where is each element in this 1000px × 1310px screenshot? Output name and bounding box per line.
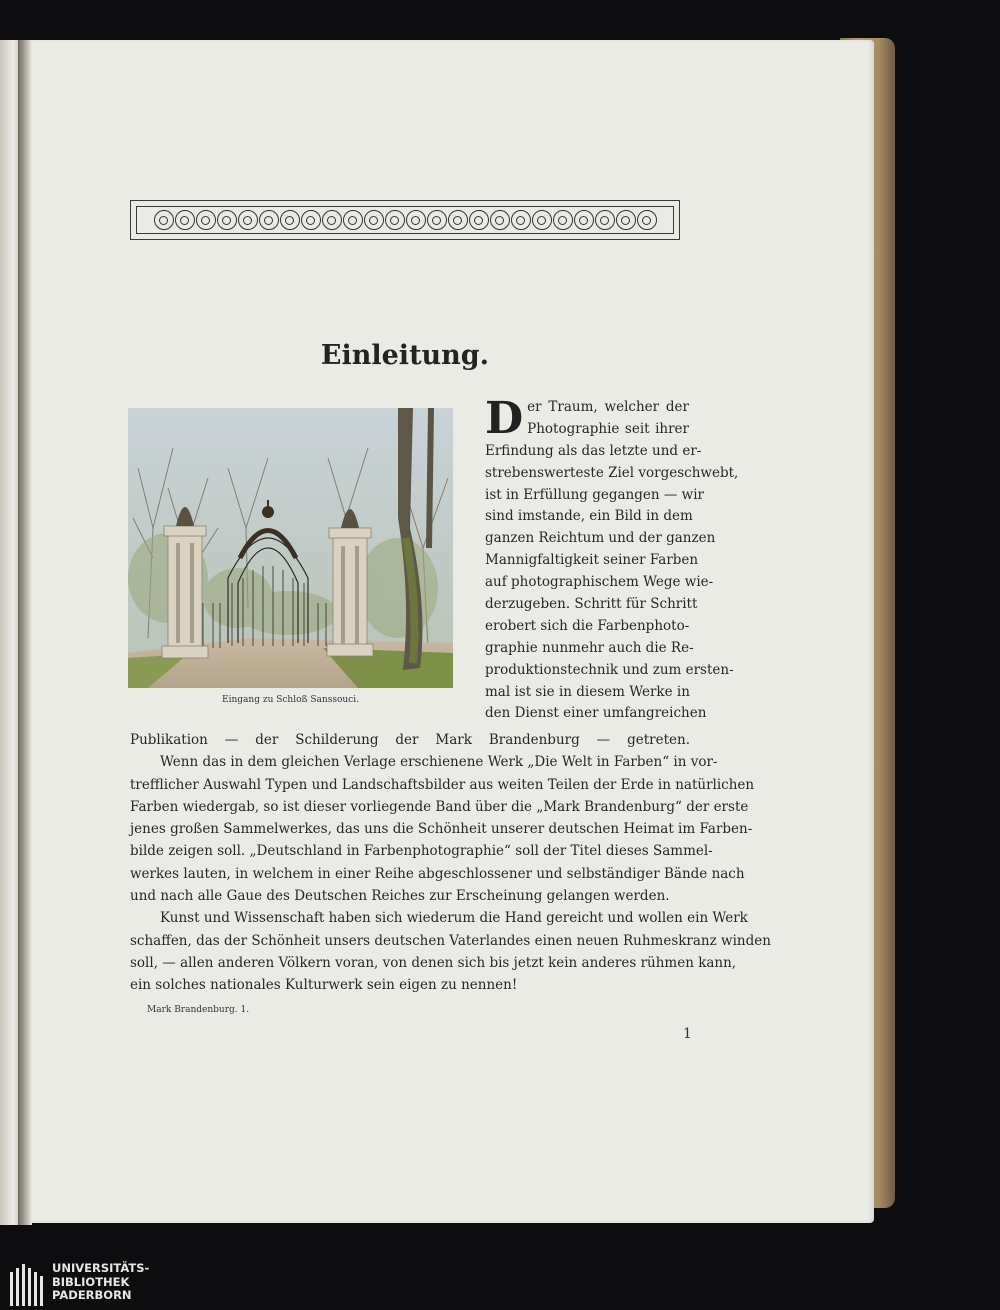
- ornament-ring: [574, 210, 594, 230]
- ornament-ring: [322, 210, 342, 230]
- ornament-ring: [385, 210, 405, 230]
- library-name-line: BIBLIOTHEK: [52, 1274, 130, 1289]
- library-footer-bar: [0, 1260, 1000, 1310]
- ornament-ring: [238, 210, 258, 230]
- ornament-ring: [532, 210, 552, 230]
- body-line: trefflicher Auswahl Typen und Landschaftsbilder aus weiten Teilen der Erde in natürlichen: [130, 776, 755, 793]
- ornament-ring: [553, 210, 573, 230]
- column-line: sind imstande, ein Bild in dem: [485, 508, 693, 525]
- column-line: er Traum, welcher der: [527, 399, 689, 415]
- ornament-ring: [427, 210, 447, 230]
- column-line: auf photographischem Wege wie-: [485, 574, 714, 591]
- body-line: und nach alle Gaue des Deutschen Reiches zur Erscheinung gelangen werden.: [130, 888, 670, 905]
- ornament-ring: [448, 210, 468, 230]
- column-line: Mannigfaltigkeit seiner Farben: [485, 552, 699, 569]
- body-line: Farben wiedergab, so ist dieser vorliegende Band über die „Mark Brandenburg“ der erste: [130, 798, 749, 815]
- gate-photo-illustration: [128, 408, 453, 688]
- body-line: Kunst und Wissenschaft haben sich wiederum die Hand gereicht und wollen ein Werk: [160, 910, 748, 927]
- page-heading: Einleitung.: [320, 340, 490, 371]
- ornament-ring: [259, 210, 279, 230]
- book-gutter: [18, 40, 32, 1225]
- ornament-ring: [154, 210, 174, 230]
- ornament-ring: [469, 210, 489, 230]
- ornament-ring: [280, 210, 300, 230]
- photo-sanssouci-gate: [128, 408, 453, 688]
- body-paragraphs: [130, 729, 771, 997]
- body-line: werkes lauten, in welchem in einer Reihe abgeschlossener und selbständiger Bände nach: [130, 865, 745, 882]
- column-line: Erfindung als das letzte und er-: [485, 442, 702, 459]
- column-line: erobert sich die Farbenphoto-: [485, 617, 690, 634]
- ornament-ring: [196, 210, 216, 230]
- drop-cap: D: [485, 393, 524, 444]
- body-line: Wenn das in dem gleichen Verlage erschienene Werk „Die Welt in Farben“ in vor-: [160, 754, 718, 771]
- column-line: Photographie seit ihrer: [527, 420, 689, 437]
- ornament-ring: [175, 210, 195, 230]
- ornament-ring: [637, 210, 657, 230]
- body-line: bilde zeigen soll. „Deutschland in Farbenphotographie“ soll der Titel dieses Sammel-: [130, 843, 713, 860]
- ornament-ring: [406, 210, 426, 230]
- ornament-ring: [490, 210, 510, 230]
- ornament-ring: [343, 210, 363, 230]
- ornament-ring: [595, 210, 615, 230]
- column-line: strebenswerteste Ziel vorgeschwebt,: [485, 464, 739, 481]
- library-name: [52, 1262, 149, 1303]
- ornament-ring: [301, 210, 321, 230]
- intro-column-text: [485, 393, 739, 725]
- decorative-ornament-border: [130, 200, 680, 240]
- column-line: derzugeben. Schritt für Schritt: [485, 596, 698, 613]
- body-line: jenes großen Sammelwerkes, das uns die Schönheit unserer deutschen Heimat im Farben-: [130, 821, 753, 838]
- column-line: ganzen Reichtum und der ganzen: [485, 530, 716, 547]
- library-name-line: PADERBORN: [52, 1288, 132, 1302]
- ornament-ring: [217, 210, 237, 230]
- column-line: graphie nunmehr auch die Re-: [485, 639, 694, 656]
- body-line: Publikation — der Schilderung der Mark Brandenburg — getreten.: [130, 732, 690, 748]
- ornament-ring-row: [136, 206, 674, 234]
- page-number: 1: [683, 1026, 692, 1042]
- ornament-ring: [364, 210, 384, 230]
- body-line: ein solches nationales Kulturwerk sein eigen zu nennen!: [130, 977, 518, 994]
- ornament-ring: [511, 210, 531, 230]
- column-line: mal ist sie in diesem Werke in: [485, 683, 690, 700]
- body-line: soll, — allen anderen Völkern voran, von denen sich bis jetzt kein anderes rühmen kann,: [130, 954, 737, 971]
- photo-caption: Eingang zu Schloß Sanssouci.: [222, 695, 359, 705]
- signature-footnote: Mark Brandenburg. 1.: [147, 1005, 250, 1015]
- column-line: ist in Erfüllung gegangen — wir: [485, 486, 704, 503]
- column-line: produktionstechnik und zum ersten-: [485, 661, 734, 678]
- library-logo-icon: [8, 1262, 48, 1308]
- library-name-line: UNIVERSITÄTS-: [52, 1261, 150, 1275]
- column-line: den Dienst einer umfangreichen: [485, 705, 707, 722]
- body-line: schaffen, das der Schönheit unsers deutschen Vaterlandes einen neuen Ruhmeskranz winden: [130, 932, 771, 949]
- ornament-ring: [616, 210, 636, 230]
